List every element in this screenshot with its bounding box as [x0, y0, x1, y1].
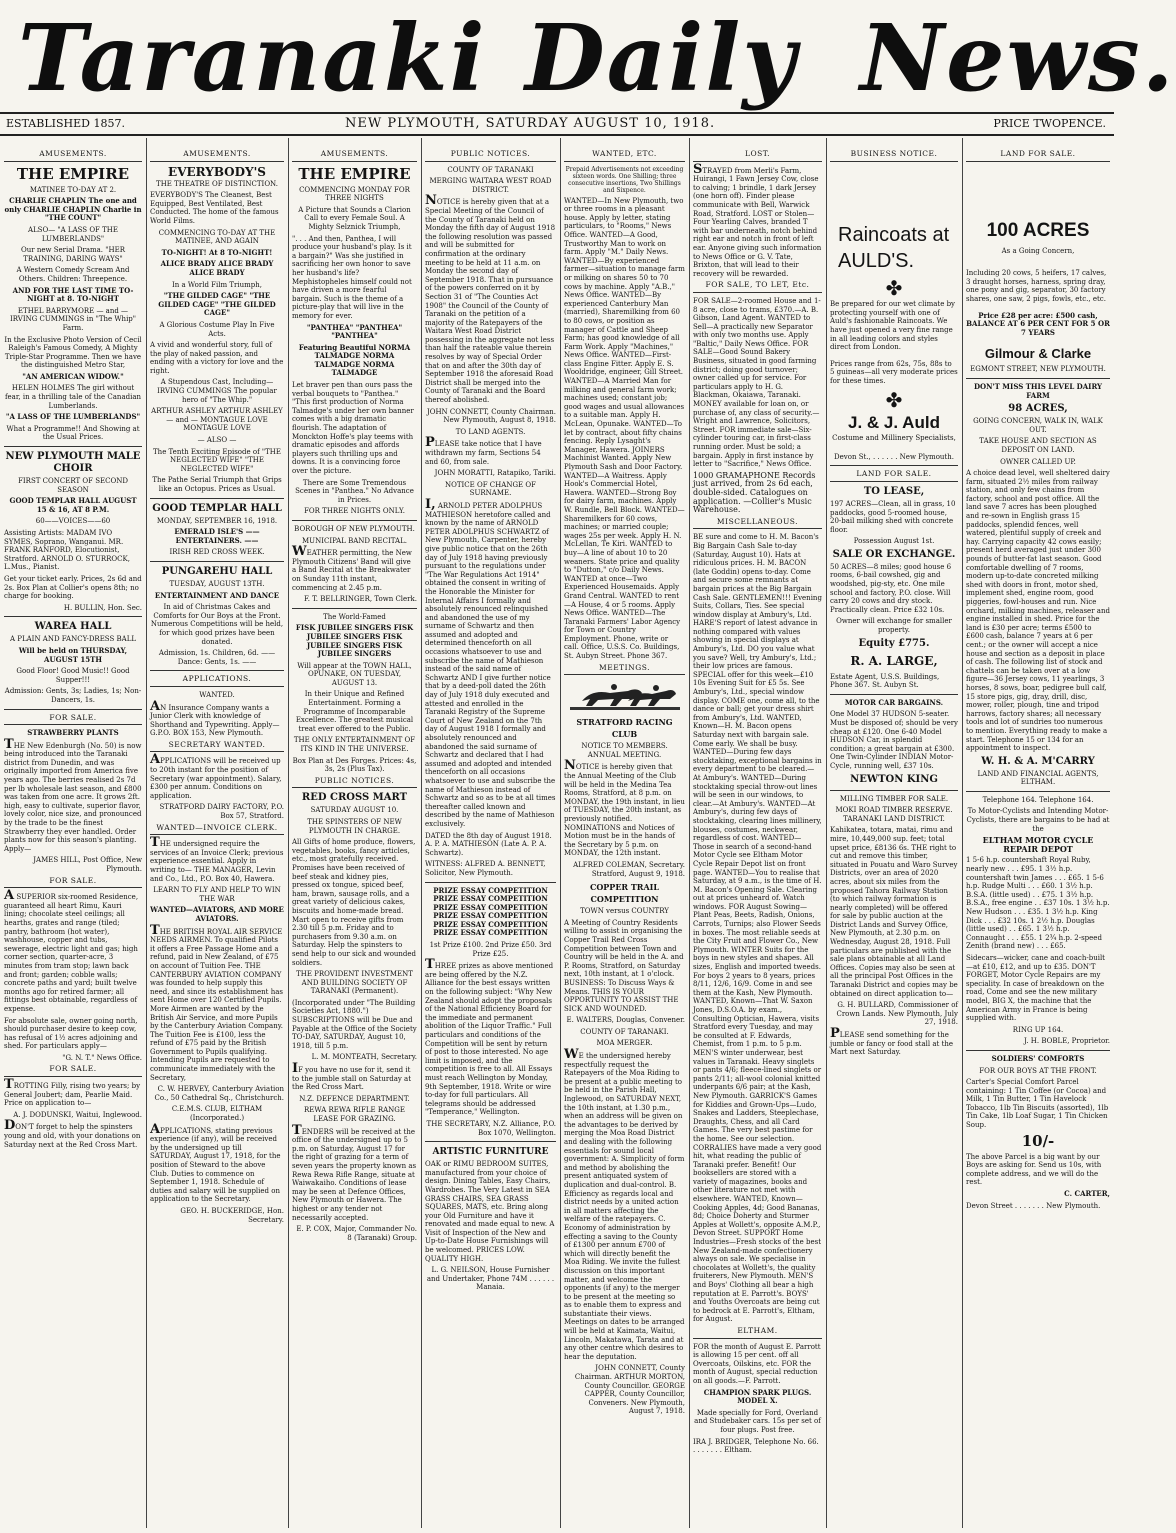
ad-title: PRIZE ESSAY COMPETITION PRIZE ESSAY COMPETITION PRIZE ESSAY COMPETITION PRIZE ESSAY COMPETITION PRIZE ESSAY COMPETITION PRIZE ESSAY COMPETITION	[433, 885, 548, 938]
ad-text: OAK or RIMU BEDROOM SUITES, manufactured from your choice of design. Dining Tables, Easy Chairs, Wardrobes. The Very Latest in SEA GRASS CHAIRS, SEA GRASS SQUARES, MATS, etc. Bring along your Old Furniture and have it renovated and made equal to new. A Visit of Inspection of the New and Up-to-Date House Furnishings will be welcomed. PRICES LOW. QUALITY HIGH.	[425, 1160, 555, 1263]
ad-text: (Incorporated under "The Building Societies Act, 1880.") SUBSCRIPTIONS will be Due and Payable at the Office of the Society TO-DAY, SATURDAY, August 10, 1918, till 5 p.m.	[292, 998, 417, 1050]
ad-text: Be prepared for our wet climate by protecting yourself with one of Auld's fashionable Raincoats. We have just opened a very fine range in all leading colors and styles direct from London.	[830, 300, 955, 352]
ad-signature: JOHN CONNETT, County Chairman. New Plymouth, August 8, 1918.	[426, 407, 556, 425]
ad-text: FOR SALE—2-roomed House and 1-8 acre, close to trams, £370.—A. B. Gibson, Land Agent. WANTED to Sell—A practically new Separator with only two months use. Apply "Baltic," Daily News Office. FOR SALE—Good Sound Bakery Business, situated in good farming district; doing good turnover; owner called up for service. For particulars apply to H. G. Blackman, Okaiawa, Taranaki. MONEY available for loan on, or purchase of, any class of security.—Wright and Lawrence, Solicitors, Street. FOR immediate sale—Six-cylinder touring car, in first-class running order. Must be sold; a bargain. Apply in first instance by letter to "Sacrifice," News Office.	[693, 296, 821, 469]
ad-title: ELTHAM MOTOR CYCLE REPAIR DEPOT	[982, 835, 1094, 854]
ad-title: BOROUGH OF NEW PLYMOUTH.	[294, 524, 415, 533]
ad-text: PLEASE take notice that I have withdrawn my farm, Sections 54 and 60, from sale.	[425, 435, 542, 466]
ad-title: DON'T MISS THIS LEVEL DAIRY FARM	[973, 381, 1103, 400]
ad-text: PLEASE send something for the jumble or fancy or food stall at the Mart next Saturday.	[830, 1026, 954, 1057]
ad-title: 98 ACRES,	[1008, 403, 1068, 415]
ad-title: 100 ACRES	[986, 219, 1090, 241]
ad-title: WAREA HALL	[34, 621, 112, 633]
ad-signature: JOHN MORATTI, Ratapiko, Tariki.	[434, 469, 556, 478]
ad-text: Assisting Artists: MADAM IVO SYMES, Soprano, Wanganui. MR. FRANK RANFORD, Elocutionist, Stratford. ARNOLD O. STURROCK, L.Mus., Pianist.	[4, 529, 130, 572]
column-header: WANTED, ETC.	[564, 150, 685, 162]
ad-title: THE EMPIRE	[298, 164, 411, 183]
dateline	[0, 112, 1114, 136]
column-header: AMUSEMENTS.	[292, 150, 417, 162]
ad-title: MUNICIPAL BAND RECITAL.	[302, 536, 407, 545]
ad-text: Admission, 1s. Children, 6d. —— Dance: Gents, 1s. ——	[158, 649, 276, 666]
ad-text: Devon St., . . . . . . New Plymouth.	[834, 452, 954, 461]
ad-text: I, ARNOLD PETER ADOLPHUS MATHIESON heretofore called and known by the name of ARNOLD PETER ADOLPHUS SCHWARTZ of New Plymouth, Carpenter, hereby give public notice that on the 26th day of July 1918 having previously pursuant to the regulations under "The War Regulations Act 1914" obtained the consent in writing of the Honorable the Minister for Internal Affairs I formally and absolutely renounced relinquished and abandoned the use of my surname of Schwartz and then assumed and adopted and determined thenceforth on all occasions whatsoever to use and subscribe the name of Mathieson instead of the said name of Schwartz AND I give further notice that by a deed-poll dated the 26th day of July 1918 duly executed and attested and enrolled in the Taranaki Registry of the Supreme Court of New Zealand on the 7th day of August 1918 I formally and absolutely renounced and abandoned the said surname of Schwartz and declared that I had assumed and adopted and intended thenceforth on all occasions whatsoever to use and subscribe the name of Mathieson instead of Schwartz and so as to be at all times thereafter called known and described by the name of Mathieson exclusively.	[425, 496, 556, 828]
ad-text: IF you have no use for it, send it to the jumble stall on Saturday at the Red Cross Mart.	[292, 1061, 412, 1092]
ad-text: "A LASS OF THE LUMBERLANDS"	[5, 412, 141, 422]
column-header: PUBLIC NOTICES.	[425, 150, 556, 162]
ad-text: APPLICATIONS, stating previous experience (if any), will be received by the undersigned up till SATURDAY, August 17, 1918, for the position of Steward to the above Club. Duties to commence on September 1, 1918. Schedule of duties and salary will be supplied on application to the Secretary.	[150, 1121, 281, 1204]
ad-signature: JAMES HILL, Post Office, New Plymouth.	[33, 856, 142, 873]
ad-text: TENDERS will be received at the office of the undersigned up to 5 p.m. on Saturday, August 17 for the right of grazing for a term of seven years the property known as Rewa Rewa Rifle Range, situate at Waiwakaiho. Conditions of lease may be seen at Defence Offices, New Plymouth or Hawera. The highest or any tender not necessarily accepted.	[292, 1122, 417, 1222]
ad-title: W. H. & A. M'CARRY	[981, 755, 1095, 767]
ad-signature: IRA J. BRIDGER, Telephone No. 66. . . . . . . . Eltham.	[693, 1437, 819, 1455]
ad-text: Price £28 per acre: £500 cash, BALANCE AT 6 PER CENT FOR 5 OR 7 YEARS	[966, 310, 1110, 337]
ad-title: NEWTON KING	[850, 773, 938, 785]
ad-text: In their Unique and Refined Entertainment. Forming a Programme of Incomparable Excellence. The greatest musical treat ever offered to the Public.	[295, 690, 414, 733]
column-public-notices	[425, 150, 556, 1525]
masthead-title-right: News.	[860, 4, 1176, 112]
ad-signature: JOHN CONNETT, County Chairman. ARTHUR MORTON, County Councillor. GEORGE CAPPER, County Councillor, Conveners. New Plymouth, August 7, 1918.	[574, 1364, 685, 1416]
ad-text: WANTED—In New Plymouth, two or three rooms in a pleasant house. Apply by letter, stating particulars, to "Rooms," News Office. WANTED—A Good, Trustworthy Man to work on farm. Apply "M." Daily News. WANTED—By experienced farmer—situation to manage farm or milking on shares 50 to 70 cows by machine. Apply "A.B.," News Office. WANTED—By experienced Canterbury Man (married), Sharemilking from 60 to 80 cows, or position as manager of Cattle and Sheep Farm; has good knowledge of all Farm Work. Apply "Machines," News Office. WANTED—First-class Engine Fitter. Apply E. S. Wooldridge, engineer, Gill Street. WANTED—A Married Man for milking and general farm work; machines used; constant job; good wages and usual allowances to a suitable man. Apply H. McLean, Opunake. WANTED—To let by contract, about fifty chains fencing. Reply Lysaght's Manager, Hawera. JOINERS Machinist Wanted. Apply New Plymouth Sash and Door Factory. WANTED—A Waitress. Apply Hook's Commercial Hotel, Hawera. WANTED—Strong Boy for dairy farm, machines. Apply W. Rundle, Bell Block. WANTED—Sharemilkers for 60 cows, machines; or married couple; wages 25s per week. Apply H. N. McLellan, Te Kiri. WANTED to buy—A line of about 10 to 20 weaners. State price and quality to "Dutton," c/o Daily News. WANTED at once—Two Experienced Housemaids. Apply Grand Central. WANTED to rent—A House, 4 or 5 rooms. Apply News Office. WANTED—The Taranaki Farmers' Labor Agency for Town or Country Employment. Phone, write or call. Office, U.S.S. Co. Buildings, St. Aubyn Street. Phone 367.	[564, 196, 685, 661]
ad-signature: E. P. COX, Major, Commander No. 8 (Taranaki) Group.	[296, 1225, 417, 1242]
ad-text: Admission: Gents, 3s; Ladies, 1s; Non-Dancers, 1s.	[4, 687, 142, 704]
ad-text: Featuring Beautiful NORMA TALMADGE NORMA TALMADGE NORMA TALMADGE	[298, 342, 411, 378]
ad-title: COUNTY OF TARANAKI.	[580, 1027, 669, 1036]
ad-signature: G. H. BULLARD, Commissioner of Crown Lands. New Plymouth, July 27, 1918.	[836, 1001, 958, 1027]
ad-text: Will be held on THURSDAY, AUGUST 15TH	[18, 645, 128, 664]
ad-text: ENTERTAINMENT AND DANCE	[154, 590, 280, 600]
ad-text: NOTICE is hereby given that the Annual Meeting of the Club will be held in the Medina Tea Rooms, Stratford, at 8 p.m. on MONDAY, the 19th instant, in lieu of TUESDAY, the 20th instant, as previously notified. NOMINATIONS and Notices of Motion must be in the hands of the Secretary by 5 p.m. on MONDAY, the 12th instant.	[564, 758, 685, 858]
ad-title: RED CROSS MART	[301, 792, 408, 804]
column-rule	[421, 138, 422, 1528]
column-header: LAND FOR SALE.	[966, 150, 1110, 162]
ad-title: SOLDIERS' COMFORTS	[991, 1053, 1085, 1063]
ad-title: REWA REWA RIFLE RANGE LEASE FOR GRAZING.	[303, 1106, 406, 1123]
ad-text: The Tenth Exciting Episode of "THE NEGLECTED WIFE" "THE NEGLECTED WIFE"	[153, 447, 281, 473]
section-header: WANTED—INVOICE CLERK.	[150, 824, 284, 836]
ad-text: Kahikatea, totara, matai, rimu and mire, 10,449,000 sup. feet; total upset price, £8136 6s. THE right to cut and remove this timber, situated in Pouatu and Waro Survey Districts, over an area of 2020 acres, about six miles from the proposed Tahora Railway Station (to which railway formation is nearly completed) will be offered for sale by public auction at the District Lands and Survey Office, New Plymouth, at 2.30 p.m. on Wednesday, August 28, 1918. Full particulars are published with the sale plans obtainable at all Land Offices. Copies may also be seen at all the principal Post Offices in the Taranaki District and copies may be obtained on direct application to—	[830, 826, 958, 998]
ad-text: RING UP 164.	[1012, 1025, 1064, 1034]
section-header: ELTHAM.	[693, 1327, 822, 1339]
ad-text: Equity £775.	[858, 637, 930, 649]
section-header: PUBLIC NOTICES.	[292, 777, 417, 789]
column-land-sale	[966, 150, 1110, 1525]
divider	[4, 446, 142, 447]
column-header: BUSINESS NOTICE.	[830, 150, 958, 162]
ad-text: APPLICATIONS will be received up to 20th instant for the position of Secretary (war appointment). Salary, £300 per annum. Conditions on application.	[150, 752, 282, 800]
ad-title: GOOD TEMPLAR HALL	[152, 502, 282, 514]
ad-text: AN Insurance Company wants a Junior Clerk with knowledge of Shorthand and Typewriting. Apply— G.P.O. BOX 153, New Plymouth.	[150, 698, 280, 738]
divider	[150, 561, 284, 562]
ad-text: Including 20 cows, 5 heifers, 17 calves, 3 draught horses, harness, spring dray, one pony and gig, separator, 30 factory shares, one saw, 2 pigs, fowls, etc., etc.	[966, 269, 1107, 303]
ad-text: To Motor-Cyclists and Intending Motor-Cyclists, there are bargains to be had at the	[966, 807, 1110, 833]
ad-text: One Model 37 HUDSON 5-seater. Must be disposed of; should be very cheap at £120. One 6-40 Model HUDSON Car, in splendid condition; a great bargain at £300. One Twin-Cylinder INDIAN Motor-Cycle, running well, £37 10s.	[830, 710, 959, 770]
ad-text: Let braver pen than ours pass the verbal bouquets to "Panthea." "This first production of Norma Talmadge's under her own banner comes with a big dramatic flourish. The adaptation of Monckton Hoffe's play teems with dramatic episodes and affords players such thrilling ups and downs. It is a convincing force over the picture.	[292, 381, 414, 475]
column-lost-misc	[693, 150, 822, 1525]
ad-title: TO LEASE,	[863, 485, 925, 497]
ad-signature: E. WALTERS, Douglas, Convener.	[566, 1016, 685, 1025]
ad-title: MOA MERGER.	[596, 1039, 653, 1048]
ad-text: A choice dead level, well sheltered dairy farm, situated 2½ miles from railway station, and only few chains from factory, school and post office. All the land save 7 acres has been ploughed and re-sown in English grass 15 paddocks, splendid fences, well watered, plentiful supply of creek and hay. Carrying capacity 42 cows easily; present herd averaged just under 300 pounds of butter-fat last season. Good comfortable dwelling of 7 rooms, modern up-to-date concreted milking shed with doors in front, motor shed, implement shed, engine room, good piggeries, fowl-houses and run. Nice orchard, milking machines, releaser and engine installed in shed. Price for the land is £30 per acre; terms £500 to £600 cash, balance 7 years at 6 per cent.; or the owner will accept a nice house and section as a deposit in place of cash. The following list of stock and chattels can be taken over at a low figure—36 Jersey cows, 11 yearlings, 3 horses, 8 sows, boar, pedigree bull calf, 15 store pigs, gig, dray, drill, disc, mower, roller, plough, tine and tripod harrows, factory shares; all necessary tools and lot of sundries too numerous to mention. Everything ready to make a start. Telephone 15 or 134 for an appointment to inspect.	[966, 469, 1110, 753]
ad-text: ARTHUR ASHLEY ARTHUR ASHLEY — and — MONTAGUE LOVE MONTAGUE LOVE	[151, 407, 283, 433]
ad-signature: H. BULLIN, Hon. Sec.	[63, 603, 142, 612]
ad-signature: Devon Street . . . . . . . New Plymouth.	[966, 1201, 1101, 1210]
ad-title: ARTISTIC FURNITURE	[432, 1147, 549, 1158]
ad-text: DON'T forget to help the spinsters young and old, with your donations on Saturday next at the Red Cross Mart.	[4, 1118, 141, 1149]
ad-text: Owner will exchange for smaller property.	[836, 617, 952, 635]
ad-text: NOTICE TO MEMBERS. ANNUAL MEETING.	[581, 742, 668, 759]
divider	[425, 882, 556, 883]
ad-title: TO LAND AGENTS.	[455, 427, 526, 436]
ad-text: ETHEL BARRYMORE — and — IRVING CUMMINGS in "The Whip" Farm.	[9, 306, 137, 332]
ad-text: TROTTING Filly, rising two years; by General Joubert; dam, Pearlie Maid. Price on application to—	[4, 1077, 141, 1108]
ad-title: NOTICE OF CHANGE OF SURNAME.	[445, 480, 536, 498]
section-header: MEETINGS.	[564, 664, 685, 676]
issue-date: NEW PLYMOUTH, SATURDAY AUGUST 10, 1918.	[345, 116, 716, 131]
ad-signature: A. J. DODUNSKI, Waitui, Inglewood.	[13, 1110, 142, 1119]
ad-text: 1st Prize £100. 2nd Prize £50. 3rd Prize £25.	[429, 941, 552, 958]
column-rule	[962, 138, 963, 1528]
ad-title: MERGING WAITARA WEST ROAD DISTRICT.	[429, 177, 552, 194]
column-amusements-2	[150, 150, 284, 1525]
column-header: AMUSEMENTS.	[150, 150, 284, 162]
divider	[4, 709, 142, 710]
ad-text: WEATHER permitting, the New Plymouth Citizens' Band will give a Band Recital at the Breakwater on Sunday 11th instant, commencing at 2.45 p.m.	[292, 544, 412, 592]
ad-signature: C. CARTER,	[1064, 1189, 1110, 1199]
ad-text: "PANTHEA" "PANTHEA" "PANTHEA"	[306, 322, 403, 341]
column-wanted	[564, 150, 685, 1525]
ad-text: 50 ACRES—8 miles; good house 6 rooms, 6-bail cowshed, gig and woodshed, pig-sty, etc. One mile school and factory, P.O. close. Will carry 20 cows and dry stock. Practically clean. Price £32 10s.	[830, 562, 952, 614]
ad-text: BE sure and come to H. M. Bacon's Big Bargain Cash Sale to-day (Saturday, August 10). Hats at ridiculous prices. H. M. BACON (late Goddin) opens to-day. Come and secure some remnants at bargain prices at the Big Bargain Cash Sale. GENTLEMEN!!! Evening Suits, Collars, Ties. See special window display at Ambury's, Ltd. HARE'S report of latest advance in nothing compared with values showing in special displays at Ambury's, Ltd. DO you value what you save? Well, try Ambury's, Ltd.; their low prices are famous. SPECIAL offer for this week—£10 10s Evening Suit for £5 5s. See Ambury's, Ltd., special window display. COME one, come all, to the dance or ball; get your dress shirt from Ambury's, Ltd. WANTED, Known—H. M. Bacon opens Saturday next with bargain sale. Come early. We shall be busy. WANTED—During few days stocktaking, exceptional bargains in every department to be cleared.—At Ambury's. WANTED—During stocktaking special throw-out lines will be seen in our windows, to clear.—At Ambury's. WANTED—At Ambury's, during few days of stocktaking, clearing lines millinery, blouses, costumes, neckwear, regardless of cost. WANTED—Those in search of a second-hand Motor Cycle see Eltham Motor Cycle Repair Depot list on front page. WANTED—You to realise that Saturday, at 9 a.m., is the time of H. M. Bacon's Opening Sale. Clearing out at prices unheard of. Watch windows. FOR August Sowing—Plant Peas, Beets, Radish, Onions, Carrots, Turnips; also Flower Seeds in boxes. The most reliable seeds at the City Fruit and Flower Co., New Plymouth. WINTER Suits for the boys in new styles and shapes. All sizes, English and imported tweeds. For boys 2 years to 8 years, prices 8/11, 12/6, 16/9. Come in and see them at the Kash, New Plymouth. WANTED, Known—That W. Saxon Jones, D.S.O.A. by exam., Consulting Optician, Hawera, visits Stratford every Tuesday, and may be consulted at F. Edwards, Chemist, from 1 p.m. to 5 p.m. MEN'S winter underwear, best values in Taranaki. Heavy singlets or pants 4/6; fleece-lined singlets or pants 2/11; all-wool colonial knitted underpants 6/6 pair; at the Kash, New Plymouth. GARRICK'S Games for Kiddies and Grown-Ups—Ludo, Snakes and Ladders, Steeplechase, Draughts, Chess, and all Card Games. The very best pastime for the home. See our selection. CORRALIES have made a very good hit, what reading the public of Taranaki prefer. Benefit! Our booksellers are stored with a variety of magazines, books and other literature not met with elsewhere. WANTED, Known—Cooking Apples, 4d; Good Bananas, 8d; Choice Doherty and Sturmer Apples at Wollett's, opposite A.M.P., Devon Street. SUPPORT Home Industries—Fresh stocks of the best New Zealand-made confectionery always on sale. We specialise in chocolates at Wollett's, the quality fruiterers, New Plymouth. MEN'S and Boys' Clothing all bear a high reputation at E. Parrott's. BOYS' and Youths Overcoats are being cut to bedrock at E. Parrott's, Eltham, for August.	[693, 533, 822, 1324]
ad-text: The above Parcel is a big want by our Boys are asking for. Send us 10s, with complete address, and we will do the rest.	[966, 1152, 1102, 1187]
ad-text: FOR OUR BOYS AT THE FRONT.	[979, 1066, 1097, 1075]
ad-text: STRAYED from Merli's Farm, Huirangi, 1 Fawn Jersey Cow, close to calving; 1 brindle, 1 dark Jersey (one horn off). Finder please communicate with Bell, Warwick Road, Stratford. LOST or Stolen—Four Yearling Calves, branded T with bar underneath, notch behind right ear and notch in front of left ear. Anyone giving such information to News Office or G. V. Tate, Brixton, that will lead to their recovery will be rewarded.	[693, 161, 822, 278]
ad-text: FIRST CONCERT OF SECOND SEASON	[18, 477, 128, 494]
ad-text: Get your ticket early. Prices, 2s 6d and 2s. Box Plan at Collier's opens 8th; no charge for booking.	[4, 574, 142, 601]
ad-text: LAND AND FINANCIAL AGENTS, ELTHAM.	[977, 769, 1099, 787]
ad-signature: GEO. H. BUCKERIDGE, Hon. Secretary.	[180, 1206, 284, 1224]
ad-title: MOKI ROAD TIMBER RESERVE. TARANAKI LAND DISTRICT.	[835, 806, 953, 823]
ad-title: PUNGAREHU HALL	[161, 565, 273, 577]
ad-text: THE THEATRE OF DISTINCTION.	[156, 179, 278, 188]
column-rule	[689, 138, 690, 1528]
ad-title: THE PROVIDENT INVESTMENT AND BUILDING SOCIETY OF TARANAKI (Permanent).	[296, 970, 413, 996]
ad-text: TOWN versus COUNTRY	[580, 907, 669, 916]
ad-text: THE BRITISH ROYAL AIR SERVICE NEEDS AIRMEN. To qualified Pilots it offers a Free Passage Home and a refund, paid in New Zealand, of £75 on account of Tuition Fee. THE CANTERBURY AVIATION COMPANY was founded to help supply this need, and since its establishment has sent Home over 120 Certified Pupils. More Airmen are wanted by the British Air Service, and more Pupils by the Canterbury Aviation Company. The Tuition Fee is £100, less the refund of £75 paid by the British Government to Pupils qualifying. Intending Pupils are requested to communicate immediately with the Secretary,	[150, 922, 283, 1082]
ad-text: FISK JUBILEE SINGERS FISK JUBILEE SINGERS FISK JUBILEE SINGERS FISK JUBILEE SINGERS	[295, 623, 414, 659]
column-header: AMUSEMENTS.	[4, 150, 142, 162]
column-business	[830, 150, 958, 1525]
divider	[292, 608, 417, 609]
ad-text: GOOD TEMPLAR HALL AUGUST 15 & 16, AT 8 P.M.	[9, 496, 137, 514]
ad-text: COMMENCING TO-DAY AT THE MATINEE, AND AGAIN	[158, 228, 276, 246]
ad-title: THE EMPIRE	[16, 164, 130, 183]
ad-note: Prepaid Advertisements not exceeding sixteen words. One Shilling; three consecutive insertions, Two Shillings and Sixpence.	[565, 165, 684, 194]
ad-price: 10/-	[1021, 1131, 1055, 1150]
ad-text: A Stupendous Cast, Including— IRVING CUMMINGS The popular hero of "The Whip."	[157, 378, 277, 404]
ad-text: AND FOR THE LAST TIME TO-NIGHT at 8. TO-NIGHT	[12, 285, 134, 304]
ad-title: WANTED—AVIATORS, AND MORE AVIATORS.	[150, 905, 284, 923]
masthead-title-center: Daily	[525, 4, 798, 112]
divider	[966, 1050, 1110, 1051]
ad-text: Carter's Special Comfort Parcel containing: 1 Tin Coffee (or Cocoa) and Milk, 1 Tin Butter, 1 Tin Havelock Tobacco, 1lb Tin Biscuits (assorted), 1lb Tin Cake, 1lb Loaf Sugar, 1 Tin Chicken Soup.	[966, 1078, 1109, 1130]
divider	[966, 791, 1110, 792]
divider	[966, 378, 1110, 379]
section-header: FOR SALE.	[4, 877, 142, 889]
ad-title: WANTED.	[199, 690, 235, 699]
column-header: LOST.	[693, 150, 822, 162]
ad-text: FOR THREE NIGHTS ONLY.	[304, 507, 405, 516]
ad-text: ". . . And then, Panthea, I will produce your husband's play. Is it a bargain?" Was she justified in sacrificing her own honor to save her husband's life? Mephistopheles himself could not have driven a more fearful bargain. Such is the theme of a picture-play that will live in the memory for ever.	[292, 234, 412, 320]
ad-title: C.E.M.S. CLUB, ELTHAM (Incorporated.)	[171, 1105, 263, 1123]
ornament-icon: ✤	[885, 275, 903, 300]
ad-title: Gilmour & Clarke	[984, 346, 1092, 362]
ad-text: There are Some Tremendous Scenes in "Panthea." No Advance in Prices.	[295, 478, 414, 504]
ad-text: TO-NIGHT! At 8 TO-NIGHT!	[161, 247, 273, 257]
ad-text: Prices range from 62s, 75s, 88s to 5 guineas—all very moderate prices for these times.	[830, 359, 958, 385]
racehorse-illustration	[570, 679, 680, 713]
ad-text: THREE prizes as above mentioned are being offered by the N.Z. Alliance for the best essays written on the following subject: "Why New Zealand should adopt the proposals of the National Efficiency Board for the immediate and permanent abolition of the Liquor Traffic." Full particulars and conditions of the Competition will be sent by return of post to those interested. No age limit is imposed, and the competition is free to all. All Essays must reach Wellington by Monday, 9th September, 1918. Write or wire to-day for full particulars. All telegrams should be addressed "Temperance," Wellington.	[425, 957, 554, 1117]
ad-text: A PLAIN AND FANCY-DRESS BALL	[9, 635, 136, 644]
ad-text: Good Floor! Good Music!! Good Supper!!!	[16, 667, 130, 684]
ad-text: THE undersigned require the services of an Invoice Clerk; previous experience essential. Apply in writing to— THE MANAGER, Levin and Co., Ltd., P.O. Box 40, Hawera.	[150, 835, 284, 883]
divider	[830, 694, 958, 695]
ad-text: All Gifts of home produce, flowers, vegetables, books, fancy articles, etc., most gratefully received. Promises have been received of beef steak and kidney pies, pressed ox tongue, spiced beef, ham, brawn, sausage rolls, and a great variety of delicious cakes, biscuits and home-made bread. Mart open to receive gifts from 2.30 till 5 p.m. Friday and to purchasers from 9.30 a.m. on Saturday. Help the spinsters to send help to our sick and wounded soldiers.	[292, 838, 417, 967]
ad-text: "THE GILDED CAGE" "THE GILDED CAGE" "THE GILDED CAGE"	[158, 291, 276, 318]
ad-text: THE New Edenburgh (No. 50) is now being introduced into the Taranaki district from Dunedin, and was originally imported from America five years ago. The berries realised 2s 7d per lb wholesale last season, and £800 was taken from one acre. It grows 2ft. high, easy to cultivate, superior flavor, lovely color, nice size, and pronounced by the trade to be the finest Strawberry they ever handled. Order plants now for this season's planting. Apply—	[4, 736, 142, 853]
ad-title: STRATFORD RACING CLUB	[576, 717, 673, 740]
ad-text: DATED the 8th day of August 1918. A. P. A. MATHIESON (Late A. P. A. Schwartz).	[425, 831, 552, 857]
ad-text: IRISH RED CROSS WEEK.	[169, 548, 265, 557]
ad-text: A Picture that Sounds a Clarion Call to every Female Soul. A Mighty Selznick Triumph,	[298, 205, 411, 231]
ad-text: HELEN HOLMES The girl without fear, in a thrilling tale of the Canadian Lumberlands.	[4, 384, 142, 410]
ad-text: A vivid and wonderful story, full of the play of naked passion, and ending with a victory for love and the right.	[150, 341, 284, 375]
ad-text: — ALSO —	[197, 436, 237, 445]
ad-title: J. & J. Auld	[848, 413, 940, 433]
ad-text: Box Plan at Des Forges. Prices: 4s, 3s, 2s (Plus Tax).	[292, 756, 417, 774]
divider	[150, 498, 284, 499]
column-rule	[826, 138, 827, 1528]
divider	[425, 1141, 556, 1142]
ad-text: NOTICE is hereby given that at a Special Meeting of the Council of the County of Taranaki held on Monday the fifth day of August 1918 the following resolution was passed and will be submitted for confirmation at the ordinary meeting to be held at 11 a.m. on Monday the second day of September 1918. That in pursuance of the powers conferred on it by Section 31 of "The Counties Act 1908" the Council of the County of Taranaki on the petition of a majority of the Ratepayers of the Waitara West Road District possessing in the aggregate not less than half the rateable value therein resolves by way of Special Order that on and after the 30th day of September 1918 the aforesaid Road District shall be merged into the County of Taranaki and the Board thereof abolished.	[425, 193, 556, 405]
ad-text: WITNESS: ALFRED A. BENNETT, Solicitor, New Plymouth.	[425, 860, 546, 877]
ad-text: THE SPINSTERS OF NEW PLYMOUTH IN CHARGE.	[307, 818, 402, 835]
ad-text: In a World Film Triumph,	[172, 280, 262, 289]
ad-text: A Glorious Costume Play In Five Acts.	[159, 320, 275, 338]
ad-signature: L. G. NEILSON, House Furnisher and Undertaker, Phone 74M . . . . . . Manaia.	[426, 1266, 555, 1292]
masthead	[0, 0, 1176, 112]
ad-text: FOR the month of August E. Parrott is allowing 15 per cent. off all Overcoats, Oilskins, etc. FOR the month of August, special reduction on all goods.—F. Parrott.	[693, 1342, 821, 1385]
ad-text: 1000 GRAMAPHONE Records just arrived, from 2s 6d each, double-sided. Catalogues on application. —Collier's Music Warehouse.	[693, 470, 816, 515]
ad-text: OWNER CALLED UP.	[1000, 457, 1076, 466]
ad-text: Telephone 164. Telephone 164.	[982, 795, 1094, 804]
section-header: FOR SALE.	[4, 1065, 142, 1077]
ad-text: COMMENCING MONDAY FOR THREE NIGHTS	[299, 185, 410, 203]
section-header: FOR SALE.	[4, 714, 142, 726]
section-header: FOR SALE, TO LET, Etc.	[693, 281, 822, 293]
section-header: LAND FOR SALE.	[830, 470, 958, 482]
ad-signature: "G. N. T." News Office.	[62, 1053, 142, 1062]
ad-text: 1 5-6 h.p. countershaft Royal Ruby, nearly new . . . £95. 1 3½ h.p. countershaft twin James . . . £65. 1 5-6 h.p. Rudge Multi . . . £60. 1 3½ h.p. B.S.A. (little used) . . £75. 1 3½ h.p. B.S.A., free engine . . £37 10s. 1 3½ h.p. New Hudson . . . £35. 1 3½ h.p. King Dick . . . £32 10s. 1 2½ h.p. Douglas (little used) . . £65. 1 3½ h.p. Connaught . . . £55. 1 2¾ h.p. 2-speed Zenith (brand new) . . . £65.	[966, 856, 1110, 951]
masthead-title-left: Taranaki	[18, 4, 487, 112]
ad-signature: L. M. MONTEATH, Secretary.	[311, 1053, 417, 1062]
ad-text: ALICE BRADY ALICE BRADY ALICE BRADY	[160, 259, 274, 277]
divider	[4, 616, 142, 617]
ad-signature: Estate Agent, U.S.S. Buildings, Phone 367. St. Aubyn St.	[830, 672, 940, 690]
ad-text: Costume and Millinery Specialists,	[832, 434, 956, 443]
ad-text: In aid of Christmas Cakes and Comforts for Our Boys at the Front. Numerous Competitions will be held, for which good prizes have been donated.	[150, 603, 284, 646]
ad-text: GOING CONCERN, WALK IN, WALK OUT.	[973, 417, 1103, 434]
ad-text: THE ONLY ENTERTAINMENT OF ITS KIND IN THE UNIVERSE.	[293, 736, 416, 754]
column-amusements-1	[4, 150, 142, 1525]
ad-text: A Meeting of Country Residents willing to assist in organising the Copper Trail Red Cross Competition between Town and Country will be held in the A. and P. Rooms, Stratford, on Saturday next, 10th instant, at 1 o'clock. BUSINESS: To Discuss Ways & Means. THIS IS YOUR OPPORTUNITY TO ASSIST THE SICK AND WOUNDED.	[564, 918, 684, 1013]
ad-title: SALE OR EXCHANGE.	[832, 548, 956, 560]
ad-text: As a Going Concern,	[1001, 246, 1075, 255]
ad-text: MONDAY, SEPTEMBER 16, 1918.	[156, 516, 278, 525]
ad-title: LEARN TO FLY AND HELP TO WIN THE WAR	[153, 886, 281, 903]
divider	[830, 465, 958, 466]
ad-text: MATINEE TO-DAY AT 2.	[29, 185, 117, 194]
column-rule	[288, 138, 289, 1528]
ad-text: Our new Serial Drama. "HER TRAINING, DARING WAYS"	[21, 246, 125, 263]
ad-text: The Pathe Serial Triumph that Grips like an Octopus. Prices as Usual.	[152, 476, 282, 493]
ad-text: EGMONT STREET, NEW PLYMOUTH.	[970, 365, 1106, 374]
raincoats-headline: Raincoats at AULD'S.	[838, 223, 950, 272]
ad-title: MOTOR CAR BARGAINS.	[844, 697, 944, 707]
ad-text: WE the undersigned hereby respectfully request the Ratepayers of the Moa Riding to be present at a public meeting to be held in the Parish Hall, Inglewood, on SATURDAY NEXT, the 10th instant, at 1.30 p.m., when an address will be given on the advantages to be derived by merging the Moa Road District and dealing with the following essentials for sound local government: A. Simplicity of form and method by abolishing the present antiquated system of duplication and dual-control. B. Efficiency as regards local and district needs by a united action in all matters affecting the welfare of the ratepayers. C. Economy of administration by effecting a saving to the County of £1300 per annum £700 of which will directly benefit the Moa Riding. We invite the fullest discussion on this important matter, and welcome the opponents (if any) to the merger to be present at the meeting so as to enable them to express and substantiate their views. Meetings on dates to be arranged will be held at Kaimata, Waitui, Lincoln, Makatawa, Tarata and at any other centre which desires to hear the deputation.	[564, 1047, 685, 1361]
ad-title: MILLING TIMBER FOR SALE.	[839, 794, 949, 803]
ornament-icon: ✤	[885, 387, 903, 412]
ad-text: 197 ACRES—Clean, all in grass, 10 paddocks, good 5-roomed house, 20-bail milking shed with concrete floor.	[830, 499, 956, 534]
ad-text: The World-Famed	[323, 612, 386, 621]
ad-text: Made specially for Ford, Overland and Studebaker cars. 15s per set of four plugs. Post free.	[694, 1408, 821, 1434]
ad-text: Will appear at the TOWN HALL, OPUNAKE, ON TUESDAY, AUGUST 13.	[297, 661, 412, 687]
column-rule	[146, 138, 147, 1528]
ad-text: TAKE HOUSE AND SECTION AS DEPOSIT ON LAND.	[979, 437, 1097, 454]
column-rule	[560, 138, 561, 1528]
ad-title: COPPER TRAIL COMPETITION	[589, 882, 660, 905]
column-amusements-3	[292, 150, 417, 1525]
divider	[292, 520, 417, 521]
ad-title: COUNTY OF TARANAKI	[447, 165, 534, 174]
ad-text: 60——VOICES——60	[35, 517, 111, 526]
ad-title: N.Z. DEFENCE DEPARTMENT.	[299, 1094, 410, 1103]
ad-text: Sidecars—wicker, cane and coach-built—at £10, £12, and up to £35. DON'T FORGET, Motor Cycle Repairs are my speciality. In case of breakdown on the road, Come and see the new military model, BIG X, the machine that the American Army in France is being supplied with.	[966, 953, 1105, 1023]
divider	[830, 790, 958, 791]
ad-text: CHARLIE CHAPLIN The one and only CHARLIE CHAPLIN Charlie in "THE COUNT"	[4, 196, 142, 223]
ad-signature: F. T. BELLRINGER, Town Clerk.	[303, 595, 417, 604]
ad-title: STRAWBERRY PLANTS	[27, 728, 119, 738]
ad-text: EMERALD ISLE'S —— ENTERTAINERS. ——	[174, 527, 260, 545]
ad-signature: C. W. HERVEY, Canterbury Aviation Co., 50 Cathedral Sq., Christchurch.	[154, 1085, 284, 1102]
ad-title: NEW PLYMOUTH MALE CHOIR	[5, 451, 141, 475]
ad-text: In the Exclusive Photo Version of Cecil Raleigh's Famous Comedy, A Mighty Triple-Star Programme. Then we have the distinguished Metro Star,	[4, 335, 142, 370]
divider	[150, 670, 284, 671]
section-header: SECRETARY WANTED.	[150, 741, 284, 753]
ad-text: A SUPERIOR six-roomed Residence, guaranteed all heart Rimu, Kauri lining; chocolate steel ceilings; all hearths, grates and range (tiled; pantry, bathroom (hot water), washhouse, copper and tubs, sewerage, electric light and gas; high corner section, quarter-acre, 3 minutes from tram stop; lawn back and front; garden; cobble walls; concrete paths and yard; built twelve months ago for retired farmer; all fittings best obtainable, regardless of expense.	[4, 888, 139, 1013]
ad-text: Possession August 1st.	[853, 537, 935, 546]
ad-signature: THE SECRETARY, N.Z. Alliance, P.O. Box 1070, Wellington.	[426, 1119, 556, 1137]
ad-signature: ALFRED COLEMAN, Secretary. Stratford, August 9, 1918.	[573, 860, 685, 878]
ad-title: CHAMPION SPARK PLUGS. MODEL X.	[703, 1387, 812, 1406]
ad-text: ALSO— "A LASS OF THE LUMBERLANDS"	[27, 225, 119, 243]
ad-title: R. A. LARGE,	[850, 653, 938, 668]
ad-text: "AN AMERICAN WIDOW."	[22, 371, 124, 381]
ad-text: A Western Comedy Scream And Others. Children: Threepence.	[16, 266, 130, 283]
ad-text: TUESDAY, AUGUST 13TH.	[169, 579, 265, 588]
ad-signature: STRATFORD DAIRY FACTORY, P.O. Box 57, Stratford.	[159, 803, 284, 821]
established-text: ESTABLISHED 1857.	[6, 117, 125, 130]
ad-text: For absolute sale, owner going north, should purchaser desire to keep cow, has refusal of 1½ acres adjoining and shed. For particulars apply—	[4, 1016, 138, 1051]
ad-text: EVERYBODY'S The Cleanest, Best Equipped, Best Ventilated, Best Conducted. The home of the famous World Films.	[150, 191, 279, 225]
section-header: APPLICATIONS.	[150, 675, 284, 687]
ad-text: SATURDAY AUGUST 10.	[310, 806, 399, 815]
section-header: MISCELLANEOUS.	[693, 518, 822, 530]
ad-text: What a Programme!! And Showing at the Usual Prices.	[6, 424, 140, 442]
ad-title: EVERYBODY'S	[168, 164, 266, 179]
ad-signature: J. H. BOBLE, Proprietor.	[1024, 1037, 1110, 1046]
price-text: PRICE TWOPENCE.	[993, 117, 1106, 130]
